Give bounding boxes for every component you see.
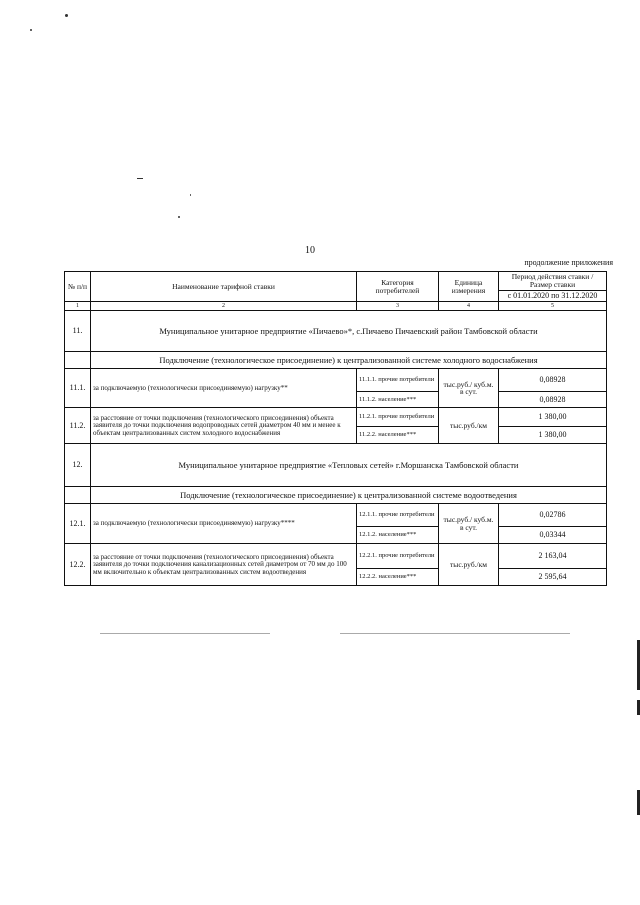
row-description: за расстояние от точки подключения (технологического присоединения) объекта заявителя до точки подключения канализационных сетей диаметром от 70 мм до 100 мм включительно к объектам централизованных систем водоотведения xyxy=(91,544,357,586)
row-value: 2 595,64 xyxy=(499,569,607,586)
scan-speck xyxy=(65,14,68,17)
table-row xyxy=(65,408,607,427)
column-index-row xyxy=(65,302,607,311)
scan-speck xyxy=(178,216,180,218)
row-value: 0,08928 xyxy=(499,369,607,392)
section-row xyxy=(65,487,607,504)
header-unit: Единица измерения xyxy=(439,272,499,302)
row-value: 0,08928 xyxy=(499,392,607,408)
org-row xyxy=(65,444,607,487)
row-number: 11.2. xyxy=(65,408,91,444)
section-title: Подключение (технологическое присоединение) к централизованной системе холодного водоснабжения xyxy=(91,352,607,369)
row-category: 12.1.2. население*** xyxy=(357,527,439,544)
row-number: 12.2. xyxy=(65,544,91,586)
tariff-table xyxy=(64,271,607,586)
scan-residue-line xyxy=(340,633,570,634)
org-row xyxy=(65,311,607,352)
page-number: 10 xyxy=(305,245,315,256)
section-spacer xyxy=(65,487,91,504)
row-unit: тыс.руб./ куб.м. в сут. xyxy=(439,504,499,544)
continuation-note: продолжение приложения xyxy=(524,258,613,267)
column-index: 3 xyxy=(357,302,439,311)
org-name: Муниципальное унитарное предприятие «Тепловых сетей» г.Моршанска Тамбовской области xyxy=(91,444,607,487)
header-name: Наименование тарифной ставки xyxy=(91,272,357,302)
section-row xyxy=(65,352,607,369)
row-unit: тыс.руб./км xyxy=(439,544,499,586)
scan-speck xyxy=(137,178,143,179)
row-category: 11.1.1. прочие потребители xyxy=(357,369,439,392)
row-number: 11.1. xyxy=(65,369,91,408)
row-category: 11.2.1. прочие потребители xyxy=(357,408,439,427)
row-unit: тыс.руб./км xyxy=(439,408,499,444)
scan-speck xyxy=(190,194,191,196)
row-number: 12.1. xyxy=(65,504,91,544)
row-value: 1 380,00 xyxy=(499,408,607,427)
column-index: 2 xyxy=(91,302,357,311)
table-row xyxy=(65,504,607,527)
org-number: 11. xyxy=(65,311,91,352)
row-value: 1 380,00 xyxy=(499,427,607,444)
table-row xyxy=(65,369,607,392)
table-header-row xyxy=(65,272,607,291)
column-index: 5 xyxy=(499,302,607,311)
header-category: Категория потребителей xyxy=(357,272,439,302)
section-spacer xyxy=(65,352,91,369)
scan-residue-line xyxy=(100,633,270,634)
row-category: 12.2.2. население*** xyxy=(357,569,439,586)
row-value: 2 163,04 xyxy=(499,544,607,569)
row-category: 12.1.1. прочие потребители xyxy=(357,504,439,527)
row-description: за расстояние от точки подключения (технологического присоединения) объекта заявителя до точки подключения водопроводных сетей диаметром 40 мм и менее к объектам централизованных систем холодного водоснабжения xyxy=(91,408,357,444)
header-period: Период действия ставки /Размер ставки xyxy=(499,272,607,291)
org-name: Муниципальное унитарное предприятие «Пичаево»*, с.Пичаево Пичаевский район Тамбовской области xyxy=(91,311,607,352)
scan-speck xyxy=(30,29,32,31)
column-index: 4 xyxy=(439,302,499,311)
header-num: № п/п xyxy=(65,272,91,302)
row-unit: тыс.руб./ куб.м. в сут. xyxy=(439,369,499,408)
row-value: 0,02786 xyxy=(499,504,607,527)
section-title: Подключение (технологическое присоединение) к централизованной системе водоотведения xyxy=(91,487,607,504)
column-index: 1 xyxy=(65,302,91,311)
org-number: 12. xyxy=(65,444,91,487)
row-category: 11.2.2. население*** xyxy=(357,427,439,444)
header-period-dates: с 01.01.2020 по 31.12.2020 xyxy=(499,290,607,301)
row-value: 0,03344 xyxy=(499,527,607,544)
row-category: 11.1.2. население*** xyxy=(357,392,439,408)
table-row xyxy=(65,544,607,569)
row-category: 12.2.1. прочие потребители xyxy=(357,544,439,569)
row-description: за подключаемую (технологически присоединяемую) нагрузку**** xyxy=(91,504,357,544)
row-description: за подключаемую (технологически присоединяемую) нагрузку** xyxy=(91,369,357,408)
